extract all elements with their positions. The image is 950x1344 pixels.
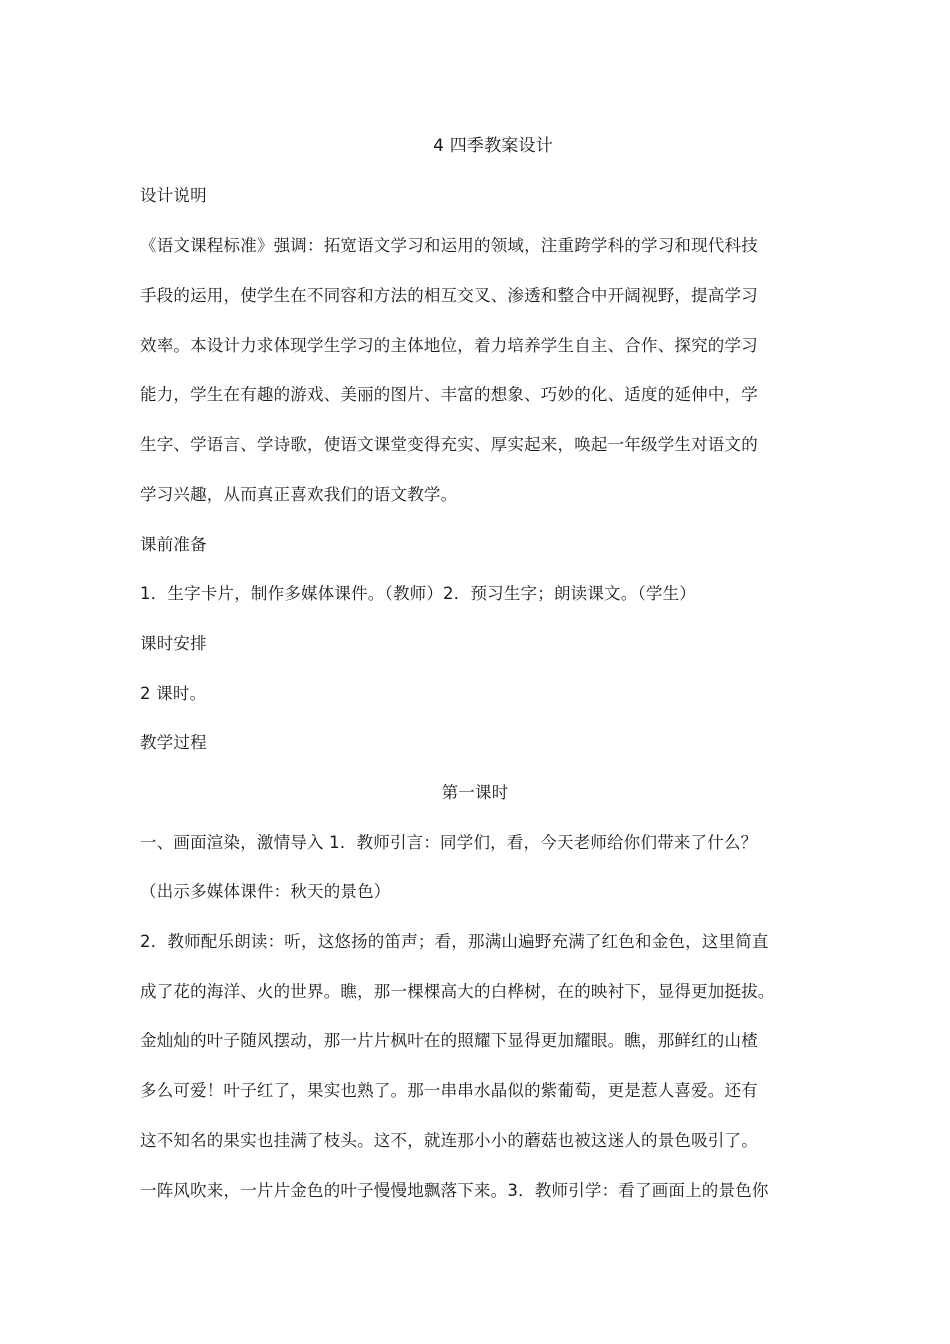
paragraph-line: 能力，学生在有趣的游戏、美丽的图片、丰富的想象、巧妙的化、适度的延伸中，学 bbox=[140, 385, 758, 404]
paragraph-line: 金灿灿的叶子随风摆动，那一片片枫叶在的照耀下显得更加耀眼。瞧，那鲜红的山楂 bbox=[140, 1031, 758, 1050]
paragraph-line: 生字、学语言、学诗歌，使语文课堂变得充实、厚实起来，唤起一年级学生对语文的 bbox=[140, 435, 758, 454]
prep-heading: 课前准备 bbox=[140, 535, 207, 554]
paragraph-line: 成了花的海洋、火的世界。瞧，那一棵棵高大的白桦树，在的映衬下，显得更加挺拔。 bbox=[140, 982, 775, 1001]
paragraph-line: 多么可爱！叶子红了，果实也熟了。那一串串水晶似的紫葡萄，更是惹人喜爱。还有 bbox=[140, 1081, 758, 1100]
schedule-heading: 课时安排 bbox=[140, 634, 207, 653]
paragraph-line: 学习兴趣，从而真正喜欢我们的语文教学。 bbox=[140, 485, 458, 504]
lesson-title: 第一课时 bbox=[441, 783, 509, 802]
document-title: 4 四季教案设计 bbox=[433, 136, 553, 156]
paragraph-line: 这不知名的果实也挂满了枝头。这不，就连那小小的蘑菇也被这迷人的景色吸引了。 bbox=[140, 1131, 758, 1150]
paragraph-line: 《语文课程标准》强调：拓宽语文学习和运用的领域，注重跨学科的学习和现代科技 bbox=[140, 236, 758, 255]
design-heading: 设计说明 bbox=[140, 186, 207, 205]
paragraph-line: 一阵风吹来，一片片金色的叶子慢慢地飘落下来。3．教师引学：看了画面上的景色你 bbox=[140, 1181, 769, 1200]
schedule-line: 2 课时。 bbox=[140, 684, 207, 703]
paragraph-line: 手段的运用，使学生在不同容和方法的相互交叉、渗透和整合中开阔视野，提高学习 bbox=[140, 286, 758, 305]
process-heading: 教学过程 bbox=[140, 733, 207, 752]
paragraph-line: 效率。本设计力求体现学生学习的主体地位，着力培养学生自主、合作、探究的学习 bbox=[140, 336, 758, 355]
prep-line: 1．生字卡片，制作多媒体课件。（教师）2．预习生字；朗读课文。（学生） bbox=[140, 584, 696, 603]
paragraph-line: （出示多媒体课件：秋天的景色） bbox=[140, 882, 391, 901]
paragraph-line: 2．教师配乐朗读：听，这悠扬的笛声；看，那满山遍野充满了红色和金色，这里简直 bbox=[140, 932, 769, 951]
paragraph-line: 一、画面渲染，激情导入 1．教师引言：同学们，看，今天老师给你们带来了什么？ bbox=[140, 833, 758, 852]
